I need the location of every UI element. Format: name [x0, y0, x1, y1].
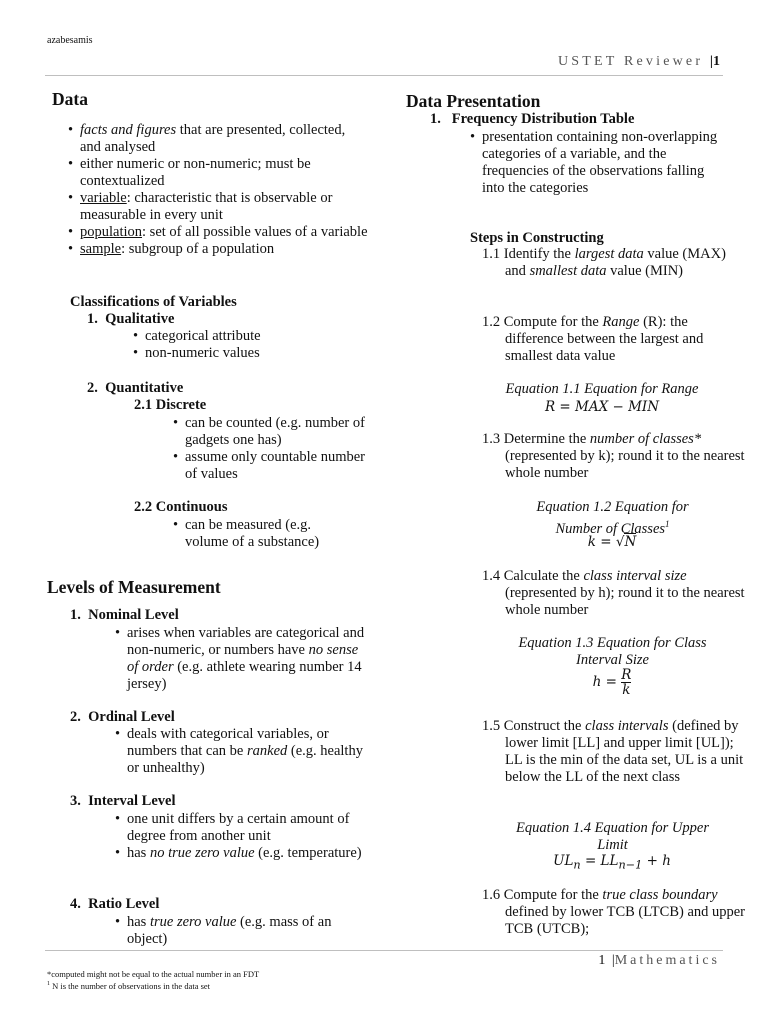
equation-1-1-formula: R = MAX − MIN: [544, 399, 660, 415]
emphasis: true zero value: [149, 914, 237, 930]
step-text: 1.6 Compute for the: [482, 887, 603, 903]
list-item: • non-numeric values: [133, 345, 373, 362]
list-item: [68, 224, 368, 241]
list-number: 2.: [70, 709, 81, 725]
header-rule: [45, 75, 723, 76]
qualitative-heading: [87, 311, 174, 328]
equation-1-4-caption: Equation 1.4 Equation for Upper Limit: [516, 820, 709, 853]
list-number: 4.: [70, 896, 81, 912]
list-item: • presentation containing non-overlapping categories of a variable, and the frequencies of the observations falling into the categories: [470, 129, 720, 197]
denominator: k: [622, 682, 631, 698]
step-text: (R): the difference between the largest and smallest data value: [505, 314, 704, 364]
formula-lhs: h =: [592, 674, 622, 690]
step-text: (defined by lower limit [LL] and upper limit [UL]); LL is the min of the data set, UL is a unit below the LL of the next class: [505, 718, 744, 785]
fdt-bullets: [470, 129, 720, 197]
list-number: 1.: [70, 607, 81, 623]
running-header: [558, 54, 720, 70]
interval-heading: [70, 793, 176, 810]
qualitative-label: Qualitative: [105, 311, 175, 327]
emphasis: ranked: [247, 743, 288, 759]
data-bullet-list: [68, 122, 368, 258]
formula-term: = LL: [580, 853, 619, 869]
bullet-text: : subgroup of a population: [121, 241, 275, 257]
fdt-heading: [430, 111, 634, 128]
quantitative-label: Quantitative: [105, 380, 184, 396]
qualitative-bullets: [133, 328, 373, 362]
data-presentation-heading: Data Presentation: [406, 91, 541, 111]
step-1-5: [482, 718, 745, 786]
equation-1-3-caption: Equation 1.3 Equation for Class Interval Size: [518, 635, 707, 668]
step-text: 1.4 Calculate the: [482, 568, 584, 584]
equation-1-1-caption: Equation 1.1 Equation for Range: [505, 381, 699, 397]
levels-heading: Levels of Measurement: [47, 577, 221, 597]
continuous-heading: 2.2 Continuous: [134, 499, 228, 515]
list-item: [115, 914, 365, 948]
emphasis: facts and figures: [80, 122, 177, 138]
emphasis: no true zero value: [149, 845, 255, 861]
radicand: N: [624, 534, 637, 550]
footnote-marker: 1: [47, 981, 50, 987]
nominal-heading: [70, 607, 179, 624]
step-text: 1.2 Compute for the: [482, 314, 603, 330]
equation-1-2-caption: [520, 499, 705, 538]
bullet-text: (e.g. mass of an object): [127, 914, 332, 947]
numerator: R: [621, 667, 632, 683]
list-number: 3.: [70, 793, 81, 809]
emphasis: true class boundary: [602, 887, 718, 903]
step-text: 1.1 Identify the: [482, 246, 575, 262]
footnote-marker: 1: [665, 519, 670, 529]
list-number: 1.: [430, 111, 441, 127]
ordinal-label: Ordinal Level: [88, 709, 175, 725]
emphasis: largest data: [574, 246, 644, 262]
bullet-text: deals with categorical variables, or numbers that can be: [127, 726, 329, 759]
ordinal-heading: [70, 709, 175, 726]
header-separator: |: [709, 54, 713, 69]
list-item: • one unit differs by a certain amount of degree from another unit: [115, 811, 365, 845]
step-1-6: [482, 887, 745, 938]
step-text: 1.3 Determine the: [482, 431, 590, 447]
bullet-text: : set of all possible values of a variable: [142, 224, 368, 240]
footer-rule: [45, 950, 723, 951]
bullet-text: (e.g. temperature): [254, 845, 362, 861]
list-item: • categorical attribute: [133, 328, 373, 345]
formula-term: UL: [553, 853, 574, 869]
list-item: [115, 726, 365, 777]
subscript: n−1: [618, 858, 643, 872]
list-item: [68, 122, 368, 156]
equation-1-2-formula: [482, 534, 742, 550]
formula-lhs: k =: [587, 534, 616, 550]
discrete-bullets: [173, 415, 373, 483]
nominal-bullets: [115, 625, 365, 693]
bullet-text: has: [127, 914, 150, 930]
caption-text: Equation 1.2 Equation for Number of Classes: [536, 499, 689, 537]
author-name: azabesamis: [47, 35, 93, 46]
footer-page-number: 1: [598, 953, 606, 968]
list-item: [115, 845, 365, 862]
subscript: n: [573, 858, 581, 872]
footer-subject: Mathematics: [614, 953, 720, 968]
bullet-text: that are presented, collected, and analysed: [80, 122, 346, 155]
continuous-bullets: [173, 517, 353, 551]
bullet-text: has: [127, 845, 150, 861]
list-item: • can be measured (e.g. volume of a substance): [173, 517, 353, 551]
step-text: defined by lower TCB (LTCB) and upper TCB (UTCB);: [505, 904, 746, 937]
fdt-label: Frequency Distribution Table: [451, 111, 635, 127]
ordinal-bullets: [115, 726, 365, 777]
nominal-label: Nominal Level: [88, 607, 179, 623]
interval-bullets: [115, 811, 365, 862]
list-item: • can be counted (e.g. number of gadgets one has): [173, 415, 373, 449]
emphasis: class interval size: [583, 568, 687, 584]
term: population: [80, 224, 143, 240]
formula-term: + h: [642, 853, 671, 869]
ratio-heading: [70, 896, 159, 913]
steps-heading: Steps in Constructing: [470, 230, 604, 246]
ratio-bullets: [115, 914, 365, 948]
classifications-heading: Classifications of Variables: [70, 294, 237, 310]
footer-separator: |: [611, 953, 615, 968]
step-text: (represented by k); round it to the nearest whole number: [505, 448, 745, 481]
emphasis: class intervals: [585, 718, 669, 734]
header-title: USTET Reviewer: [557, 54, 704, 69]
step-1-1: [482, 246, 745, 280]
step-text: 1.5 Construct the: [482, 718, 586, 734]
running-footer: [598, 953, 720, 969]
emphasis: smallest data: [529, 263, 607, 279]
equation-1-3-formula: [482, 668, 742, 697]
step-1-4: [482, 568, 745, 619]
step-1-2: [482, 314, 745, 365]
quantitative-heading: [87, 380, 183, 397]
list-item: [115, 625, 365, 693]
emphasis: no sense of order: [127, 642, 359, 675]
term: sample: [80, 241, 122, 257]
list-item: • either numeric or non-numeric; must be contextualized: [68, 156, 368, 190]
ratio-label: Ratio Level: [88, 896, 160, 912]
bullet-text: : characteristic that is observable or measurable in every unit: [80, 190, 333, 223]
data-heading: Data: [52, 89, 88, 109]
header-page-number: 1: [713, 54, 720, 69]
list-item: [68, 190, 368, 224]
interval-label: Interval Level: [88, 793, 176, 809]
step-text: (represented by h); round it to the nearest whole number: [505, 585, 745, 618]
step-text: value (MAX) and: [505, 246, 726, 279]
step-1-3: [482, 431, 745, 482]
step-text: value (MIN): [606, 263, 684, 279]
equation-1-4-formula: [482, 853, 742, 872]
list-number: 1.: [87, 311, 98, 327]
bullet-text: (e.g. athlete wearing number 14 jersey): [127, 659, 362, 692]
footnote-text: N is the number of observations in the data set: [50, 980, 211, 991]
footnote-2: [47, 979, 210, 991]
footnote-1: *computed might not be equal to the actual number in an FDT: [47, 969, 260, 979]
emphasis: Range: [602, 314, 640, 330]
bullet-text: (e.g. healthy or unhealthy): [127, 743, 363, 776]
list-item: • assume only countable number of values: [173, 449, 373, 483]
list-item: [68, 241, 368, 258]
term: variable: [80, 190, 127, 206]
left-column: [52, 91, 372, 108]
emphasis: number of classes*: [589, 431, 702, 447]
bullet-text: arises when variables are categorical and non-numeric, or numbers have: [127, 625, 365, 658]
list-number: 2.: [87, 380, 98, 396]
fraction: [621, 668, 631, 697]
discrete-heading: 2.1 Discrete: [134, 397, 207, 413]
sqrt-symbol: √: [615, 534, 625, 550]
